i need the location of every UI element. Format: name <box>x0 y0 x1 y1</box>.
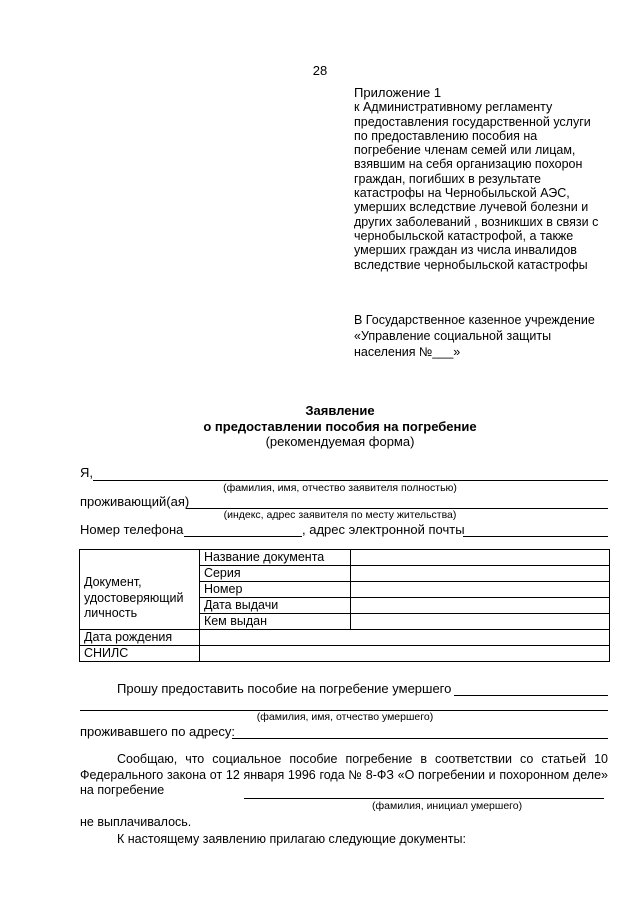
not-paid-text: не выплачивалось. <box>80 815 192 829</box>
document-heading <box>0 403 640 450</box>
document-subtitle: о предоставлении пособия на погребение <box>203 418 477 434</box>
appendix-line: вследствие чернобыльской катастрофы <box>354 257 588 272</box>
deceased-name-hint: (фамилия, имя, отчество умершего) <box>256 711 434 723</box>
appendix-line: граждан, погибших в результате <box>354 171 542 186</box>
recipient-line: В Государственное казенное учреждение <box>354 313 595 327</box>
notice-text: Сообщаю, что социальное пособие погребение в соответствии со статьей 10 Федерального закона от 12 января 1996 года № 8-ФЗ «О погребении и похоронном деле» на погребение <box>80 752 608 797</box>
email-field[interactable] <box>463 536 608 537</box>
doc-number-input[interactable] <box>350 582 609 598</box>
deceased-address-field[interactable] <box>232 738 608 739</box>
doc-issued-by-input[interactable] <box>350 614 609 630</box>
appendix-line: предоставления государственной услуги <box>354 114 591 129</box>
document-form-note: (рекомендуемая форма) <box>265 434 415 449</box>
appendix-line: катастрофы на Чернобыльской АЭС, <box>354 186 570 201</box>
appendix-line: умерших вследствие лучевой болезни и <box>354 200 589 215</box>
doc-field-label: Дата выдачи <box>199 598 350 614</box>
appendix-line: умерших граждан из числа инвалидов <box>354 243 577 258</box>
appendix-line: к Административному регламенту <box>354 100 553 115</box>
table-row <box>80 630 610 646</box>
deceased-address-label: проживавшего по адресу: <box>80 724 235 739</box>
applicant-name-field[interactable] <box>93 480 608 481</box>
appendix-title: Приложение 1 <box>354 85 442 100</box>
appendix-line: взявшим на себя организацию похорон <box>354 157 583 172</box>
doc-name-input[interactable] <box>350 550 609 566</box>
page-number: 28 <box>312 63 328 78</box>
request-text: Прошу предоставить пособие на погребение умершего <box>117 681 452 696</box>
doc-field-label: Кем выдан <box>199 614 350 630</box>
identity-table <box>79 549 610 662</box>
doc-series-input[interactable] <box>350 566 609 582</box>
attachments-text: К настоящему заявлению прилагаю следующие документы: <box>117 832 466 846</box>
appendix-line: других заболеваний , возникших в связи с <box>354 214 599 229</box>
document-title: Заявление <box>305 403 375 418</box>
identity-doc-label: Документ, удостоверяющий личность <box>84 575 184 621</box>
email-label: , адрес электронной почты <box>302 522 465 537</box>
phone-field[interactable] <box>184 536 302 537</box>
appendix-line: чернобыльской катастрофой, а также <box>354 228 574 243</box>
appendix-line: по предоставлению пособия на <box>354 128 538 143</box>
table-row <box>80 550 610 566</box>
residing-address-hint: (индекс, адрес заявителя по месту жительства) <box>223 509 457 521</box>
doc-issue-date-input[interactable] <box>350 598 609 614</box>
birth-date-input[interactable] <box>199 630 609 646</box>
appendix-block <box>354 86 624 272</box>
deceased-name-field[interactable] <box>454 695 608 696</box>
doc-field-label: Название документа <box>199 550 350 566</box>
identity-doc-label-cell <box>80 550 200 630</box>
recipient-line: «Управление социальной защиты <box>354 329 552 343</box>
recipient-block <box>354 312 629 360</box>
snils-input[interactable] <box>199 646 609 662</box>
recipient-line: населения №___» <box>354 345 461 359</box>
phone-label: Номер телефона <box>80 522 184 537</box>
applicant-name-hint: (фамилия, имя, отчество заявителя полностью) <box>223 482 457 494</box>
doc-field-label: Серия <box>199 566 350 582</box>
residing-label: проживающий(ая) <box>80 494 190 509</box>
table-row <box>80 646 610 662</box>
doc-field-label: Номер <box>199 582 350 598</box>
notice-deceased-hint: (фамилия, инициал умершего) <box>372 800 523 812</box>
applicant-label: Я, <box>80 465 93 480</box>
birth-date-label: Дата рождения <box>80 630 200 646</box>
notice-deceased-field[interactable] <box>244 798 604 799</box>
appendix-line: погребение членам семей или лицам, <box>354 143 576 158</box>
snils-label: СНИЛС <box>80 646 200 662</box>
